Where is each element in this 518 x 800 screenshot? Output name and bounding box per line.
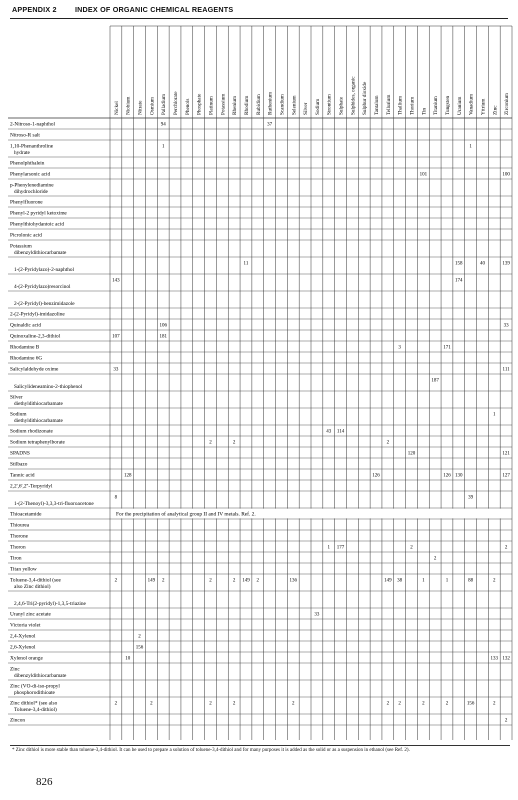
- reagent-name: 2,6-Xylenol: [10, 644, 36, 651]
- column-header-yttrium: Yttrium: [480, 98, 487, 115]
- column-header-rhenium: Rhenium: [232, 95, 239, 115]
- reagent-name: Picrolonic acid: [10, 232, 42, 239]
- cell-value: 3: [398, 345, 401, 351]
- column-header-nickel: Nickel: [113, 101, 120, 115]
- reagent-name: Xylenol orange: [10, 655, 43, 662]
- cell-value: 1: [445, 578, 449, 584]
- reagent-name: Titan yellow: [10, 566, 37, 573]
- column-header-phosphate: Phosphate: [196, 93, 203, 115]
- reagent-name: Quinaldic acid: [10, 322, 42, 329]
- column-header-rubidium: Rubidium: [255, 94, 262, 115]
- column-header-zinc: Zinc: [492, 105, 499, 115]
- cell-value: 133: [490, 656, 499, 662]
- reagent-name: Phenylthiohydantoic acid: [10, 221, 64, 228]
- reagent-name: 2-(2-Pyridyl)-imidazoline: [10, 311, 65, 318]
- cell-value: 2: [209, 578, 212, 584]
- cell-value: 2: [209, 440, 212, 446]
- cell-value: 132: [502, 656, 510, 662]
- cell-value: 1: [327, 545, 330, 551]
- column-header-sulphate: Sulphate: [338, 96, 345, 115]
- column-header-tellurium: Tellurium: [385, 94, 392, 115]
- cell-value: 40: [479, 261, 485, 267]
- reagent-name: Rhodamine 6G: [10, 355, 43, 362]
- cell-value: 106: [159, 323, 167, 329]
- column-header-niobium: Niobium: [125, 96, 132, 115]
- reagent-name: Sodium rhodizonate: [10, 428, 53, 435]
- cell-value: 126: [372, 473, 380, 479]
- cell-value: 139: [502, 261, 510, 267]
- column-header-perchlorate: Perchlorate: [173, 91, 180, 115]
- reagent-name: Zinc dibenzyldithiocarbamate: [10, 666, 67, 679]
- column-header-selenium: Selenium: [291, 95, 298, 115]
- cell-value: 2: [504, 718, 508, 724]
- reagent-name: 2,4-Xylenol: [10, 633, 36, 640]
- cell-value: 2: [150, 701, 153, 707]
- page-number: 826: [36, 776, 53, 788]
- cell-value: 2: [232, 440, 236, 446]
- cell-value: 2: [386, 440, 390, 446]
- footnote: * Zinc dithiol is more stable than toluene-3,4-dithiol. It can be used to prepare a solution of toluene-3,4-dithiol and for many purposes it is added as the solid or as a suspension in ethanol (see Ref. 2).: [12, 748, 410, 753]
- cell-value: 2: [114, 578, 118, 584]
- cell-value: 114: [336, 429, 345, 435]
- column-header-zirconium: Zirconium: [504, 93, 511, 115]
- reagent-name: Stilbazo: [10, 461, 28, 468]
- cell-value: 100: [502, 172, 510, 178]
- reagent-name: Rhodamine B: [10, 344, 40, 351]
- reagent-name: 2,4,6-Tri(2-pyridyl)-1,3,5-triazine: [14, 601, 86, 607]
- cell-value: 2: [433, 556, 437, 562]
- cell-value: 39: [468, 495, 474, 501]
- reagent-name: Phenylfluorone: [10, 199, 43, 206]
- cell-value: 2: [292, 701, 295, 707]
- cell-value: 1: [161, 144, 165, 150]
- column-header-sulphur-dioxide: Sulphur dioxide: [362, 81, 369, 115]
- cell-value: 33: [314, 612, 320, 618]
- cell-value: 2: [410, 545, 413, 551]
- column-header-vanadium: Vanadium: [468, 93, 475, 115]
- cell-value: 88: [468, 578, 474, 584]
- reagent-name: 4-(2-Pyridylazo)resorcinol: [14, 284, 71, 290]
- reagent-name: p-Phenylenediamine dihydrochloride: [10, 182, 54, 195]
- cell-value: 2: [398, 701, 401, 707]
- cell-value: 43: [326, 429, 332, 435]
- cell-value: 121: [502, 451, 510, 457]
- cell-value: 10: [125, 656, 131, 662]
- cell-value: 136: [289, 578, 298, 584]
- reagent-name: Zincon: [10, 717, 26, 724]
- cell-value: 37: [267, 122, 273, 128]
- cell-value: 2: [232, 578, 236, 584]
- column-header-phenols: Phenols: [184, 98, 191, 115]
- cell-value: 158: [455, 261, 463, 267]
- reagent-name: 1,10-Phenanthroline hydrate: [10, 143, 54, 156]
- column-header-tungsten: Tungsten: [444, 95, 451, 115]
- reagent-name: 2-(2-Pyridyl)-benzimidazole: [14, 301, 75, 307]
- column-header-sodium: Sodium: [314, 98, 321, 115]
- column-header-uranium: Uranium: [456, 96, 463, 115]
- cell-value: 11: [243, 261, 249, 267]
- reagent-name: Victoria violet: [10, 622, 41, 629]
- column-header-titanium: Titanium: [433, 96, 440, 115]
- cell-value: 156: [466, 701, 475, 707]
- reagent-name: Uranyl zinc acetate: [10, 611, 51, 618]
- reagent-name: Potassium dibenzyldithiocarbamate: [10, 243, 67, 256]
- reagent-name: Zinc dithiol* (see also Toluene-3,4-dithiol): [10, 700, 58, 713]
- column-header-rhodium: Rhodium: [243, 95, 250, 115]
- cell-value: 33: [503, 323, 509, 329]
- cell-value: 2: [256, 578, 260, 584]
- cell-value: 2: [138, 634, 141, 640]
- cell-value: 107: [112, 334, 120, 340]
- reagent-name: Thoron: [10, 544, 26, 551]
- reagent-name: Thioacetamide: [10, 511, 42, 518]
- cell-value: 1: [422, 578, 425, 584]
- reagent-name: Toluene-3,4-dithiol (see also Zinc dithiol): [10, 577, 61, 590]
- cell-value: 94: [160, 122, 166, 128]
- column-header-ruthenium: Ruthenium: [267, 91, 274, 115]
- reagent-name: Silver diethyldithiocarbamate: [10, 394, 63, 407]
- cell-value: 149: [147, 578, 156, 584]
- cell-value: 38: [397, 578, 403, 584]
- reagent-name: Tannic acid: [10, 472, 35, 479]
- cell-value: 2: [232, 701, 236, 707]
- cell-value: 156: [135, 645, 144, 651]
- cell-value: 101: [419, 172, 428, 178]
- column-header-thallium: Thallium: [397, 95, 404, 115]
- reagent-name: Phenyl-2 pyridyl ketoxime: [10, 210, 67, 217]
- cell-value: 2: [504, 545, 508, 551]
- thioacetamide-note: For the precipitation of analytical group II and IV metals. Ref. 2.: [116, 511, 256, 518]
- reagent-name: Salicylideneamino-2-thiophenol: [14, 384, 83, 390]
- reagent-name: Sodium diethyldithiocarbamate: [10, 411, 63, 424]
- cell-value: 130: [455, 473, 463, 479]
- cell-value: 2: [493, 578, 496, 584]
- reagent-name: Sodium tetraphenylborate: [10, 439, 65, 446]
- reagent-name: Thorone: [10, 533, 28, 540]
- cell-value: 171: [443, 345, 451, 351]
- column-header-nitrate: Nitrate: [137, 100, 144, 115]
- cell-value: 1: [469, 144, 472, 150]
- cell-value: 149: [384, 578, 392, 584]
- reagent-name: Phenolphthalein: [10, 160, 45, 167]
- cell-value: 149: [242, 578, 250, 584]
- reagent-name: Phenylarsonic acid: [10, 171, 51, 178]
- cell-value: 2: [386, 701, 390, 707]
- reagent-name: 2,2',6',2''-Terpyridyl: [10, 483, 53, 490]
- reagent-name: 1-(2-Thenoyl)-3,3,3-tri-fluoroacetone: [14, 501, 94, 507]
- reagent-name: Salicylaldehyde oxime: [10, 366, 59, 373]
- cell-value: 2: [209, 701, 212, 707]
- cell-value: 174: [455, 278, 463, 284]
- index-title: INDEX OF ORGANIC CHEMICAL REAGENTS: [74, 5, 234, 14]
- cell-value: 2: [445, 701, 449, 707]
- reagent-name: SPADNS: [10, 450, 30, 457]
- reagent-name: Zinc (VO-di-iso-propyl phosphorodithioate: [10, 683, 60, 696]
- reagent-name: Quinoxaline-2,3-dithiol: [10, 333, 61, 340]
- cell-value: 8: [114, 495, 118, 501]
- column-header-sulphides-organic: Sulphides, organic: [350, 76, 357, 115]
- column-header-palladium: Palladium: [161, 93, 168, 115]
- cell-value: 33: [113, 367, 119, 373]
- reagent-name: Nitroso-R salt: [10, 132, 40, 139]
- column-header-tantalum: Tantalum: [374, 95, 381, 115]
- column-header-thorium: Thorium: [409, 96, 416, 115]
- reagent-name: 1-(2-Pyridylazo)-2-naphthol: [14, 267, 75, 273]
- footnote-rule: [10, 745, 510, 746]
- reagent-name: Tiron: [10, 555, 22, 562]
- column-header-platinum: Platinum: [208, 96, 215, 115]
- column-header-silver: Silver: [303, 102, 310, 115]
- cell-value: 177: [336, 545, 345, 551]
- cell-value: 187: [431, 378, 439, 384]
- cell-value: 2: [422, 701, 425, 707]
- column-header-tin: Tin: [421, 107, 428, 115]
- cell-value: 128: [123, 473, 132, 479]
- cell-value: 120: [407, 451, 416, 457]
- reagent-name: 2-Nitroso-1-naphthol: [10, 121, 56, 128]
- reagent-name: Thiourea: [10, 522, 30, 529]
- cell-value: 2: [161, 578, 165, 584]
- cell-value: 2: [114, 701, 118, 707]
- cell-value: 111: [502, 367, 510, 373]
- cell-value: 143: [112, 278, 120, 284]
- cell-value: 1: [493, 412, 496, 418]
- cell-value: 2: [493, 701, 496, 707]
- cell-value: 181: [159, 334, 167, 340]
- cell-value: 127: [502, 473, 510, 479]
- column-header-scandium: Scandium: [279, 94, 286, 115]
- column-header-potassium: Potassium: [220, 93, 227, 115]
- column-header-strontium: Strontium: [326, 94, 333, 115]
- cell-value: 126: [443, 473, 451, 479]
- appendix-label: APPENDIX 2: [12, 5, 57, 14]
- column-header-osmium: Osmium: [149, 97, 156, 115]
